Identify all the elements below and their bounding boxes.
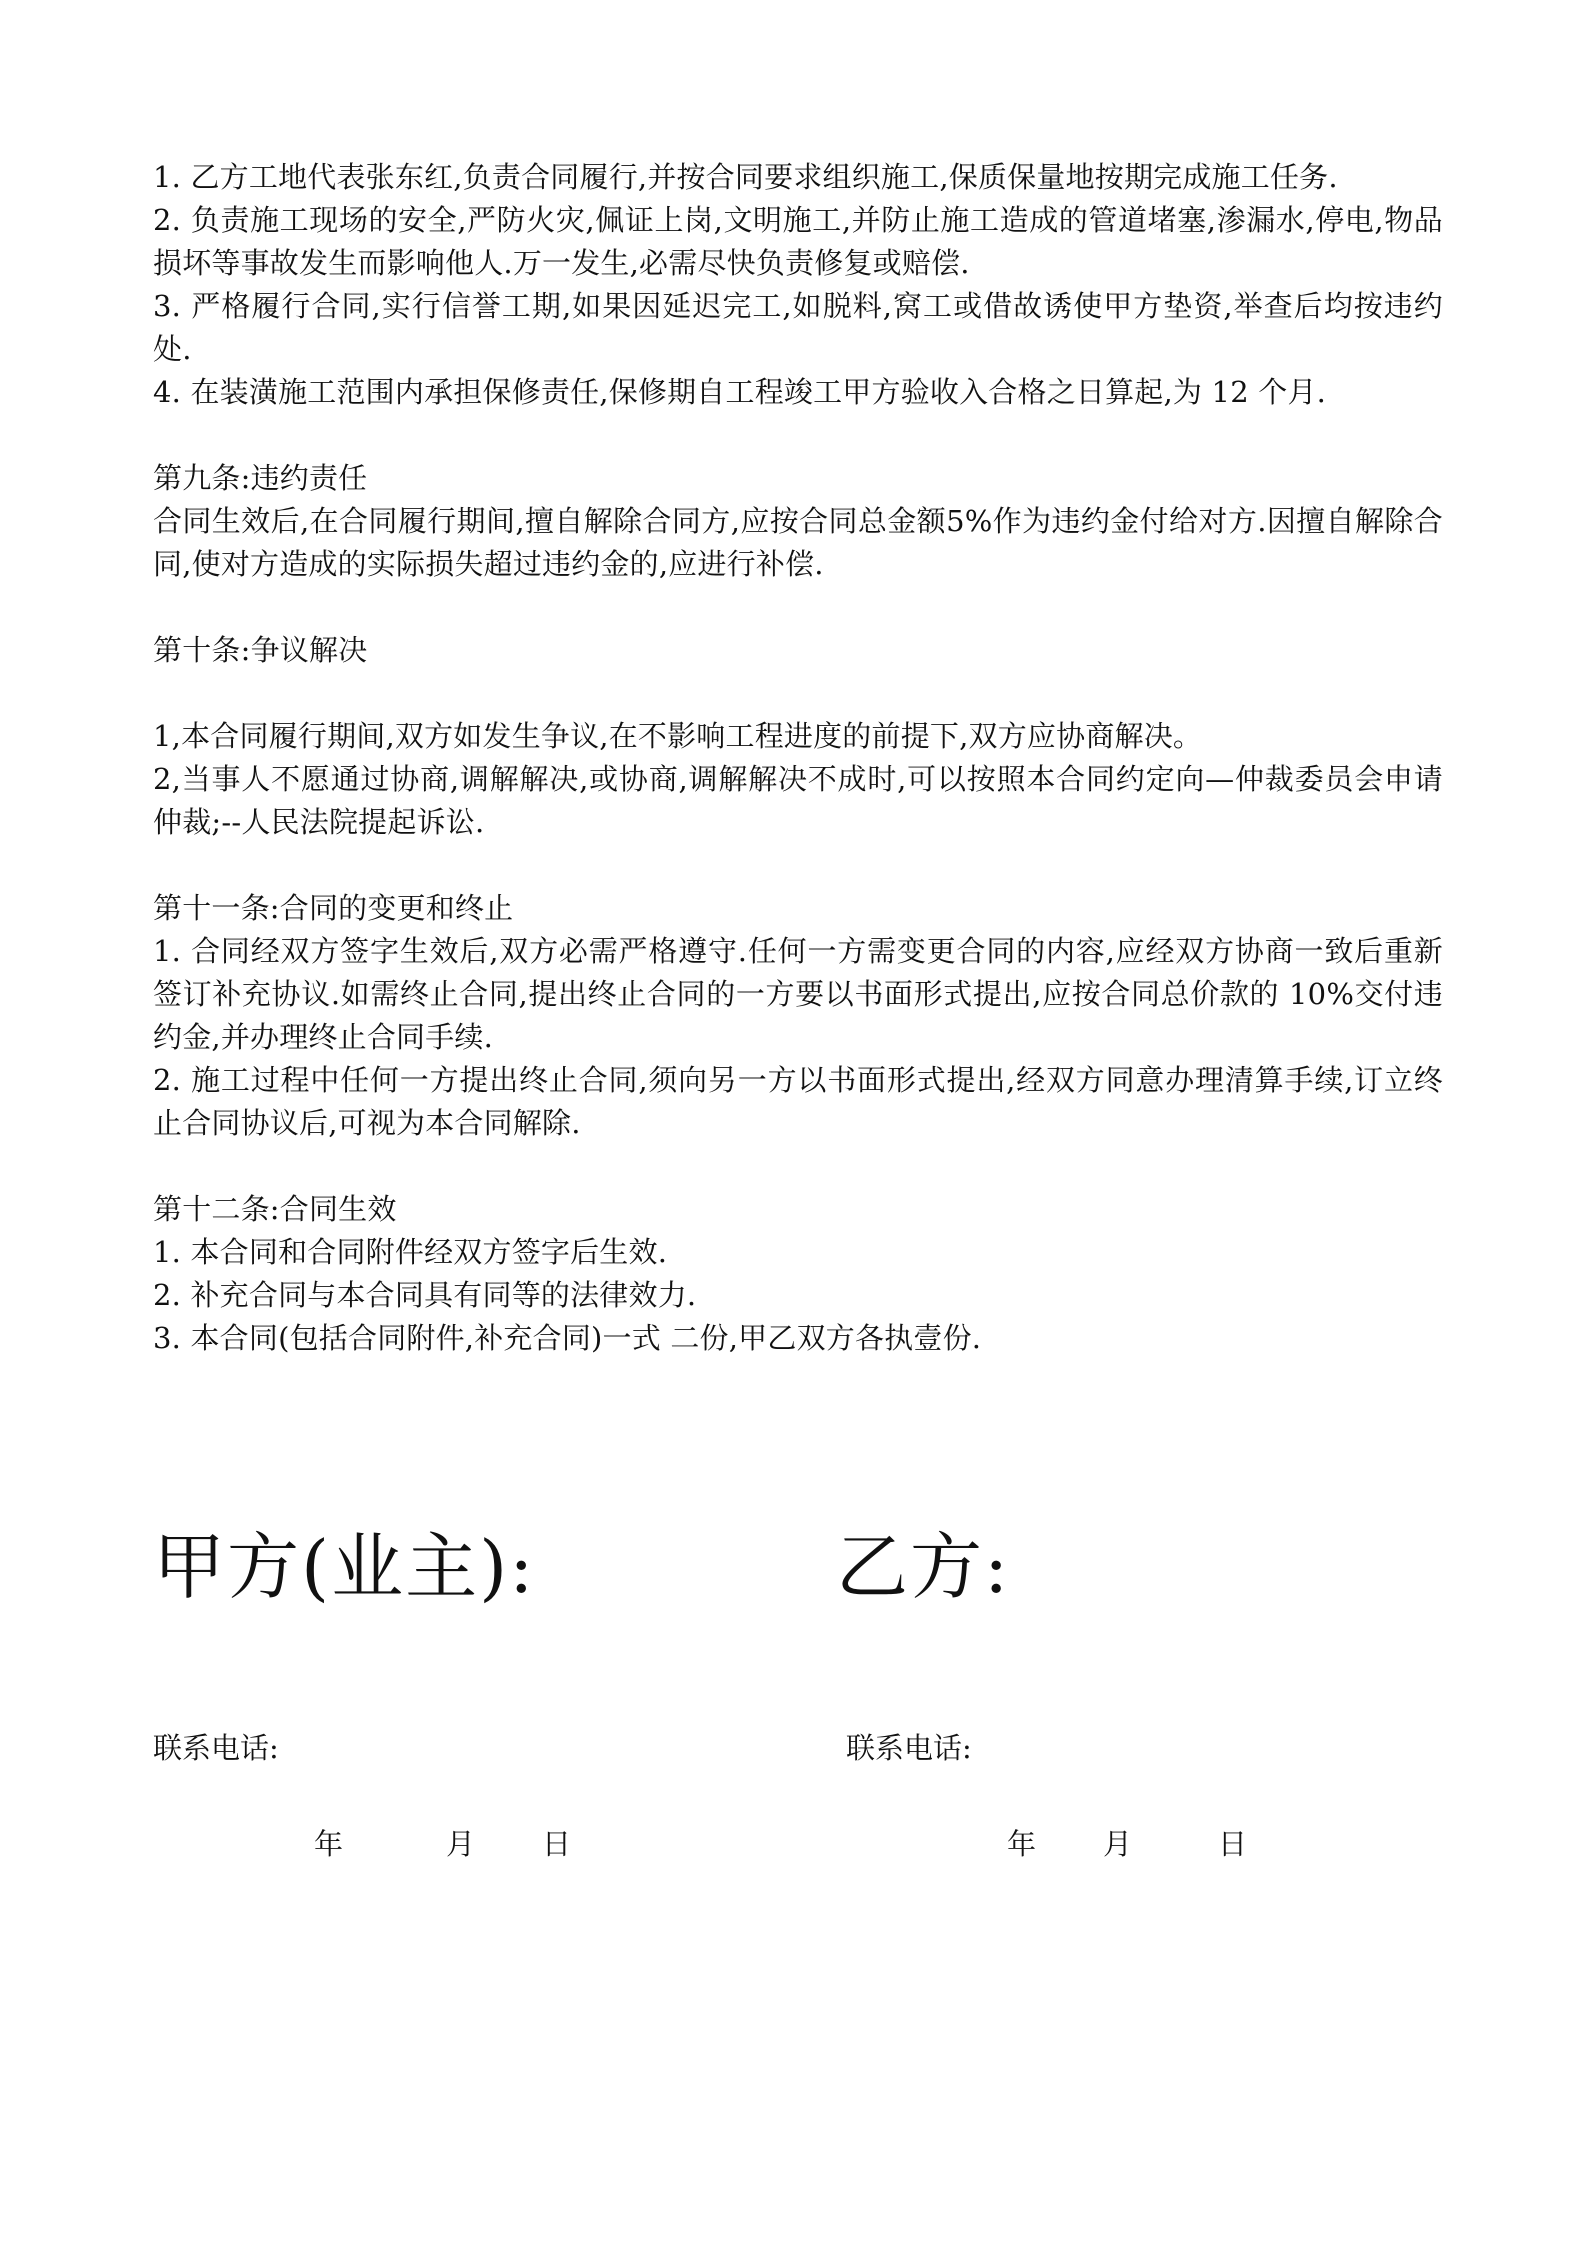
contractor-duties xyxy=(153,156,1443,414)
article-9 xyxy=(153,457,1443,586)
date-day: 日 xyxy=(1218,1827,1248,1861)
clause-item: 2. 负责施工现场的安全,严防火灾,佩证上岗,文明施工,并防止施工造成的管道堵塞,渗漏水,停电,物品损坏等事故发生而影响他人.万一发生,必需尽快负责修复或赔偿. xyxy=(153,203,1443,280)
party-a-label: 甲方(业主): xyxy=(153,1525,536,1609)
clause-item: 2. 施工过程中任何一方提出终止合同,须向另一方以书面形式提出,经双方同意办理清算手续,订立终止合同协议后,可视为本合同解除. xyxy=(153,1063,1443,1140)
article-heading: 第九条:违约责任 xyxy=(153,461,368,495)
article-heading: 第十条:争议解决 xyxy=(153,633,368,667)
party-b-phone-label: 联系电话: xyxy=(846,1731,972,1765)
date-month: 月 xyxy=(446,1827,476,1861)
clause-item: 1,本合同履行期间,双方如发生争议,在不影响工程进度的前提下,双方应协商解决。 xyxy=(153,719,1203,753)
date-day: 日 xyxy=(542,1827,572,1861)
clause-item: 3. 本合同(包括合同附件,补充合同)一式 二份,甲乙双方各执壹份. xyxy=(153,1321,982,1355)
blank-line xyxy=(153,672,1443,715)
article-text: 合同生效后,在合同履行期间,擅自解除合同方,应按合同总金额5%作为违约金付给对方.因擅自解除合同,使对方造成的实际损失超过违约金的,应进行补偿. xyxy=(153,504,1443,581)
article-10 xyxy=(153,629,1443,844)
clause-item: 2. 补充合同与本合同具有同等的法律效力. xyxy=(153,1278,697,1312)
article-11 xyxy=(153,887,1443,1145)
clause-item: 3. 严格履行合同,实行信誉工期,如果因延迟完工,如脱料,窝工或借故诱使甲方垫资,举查后均按违约处. xyxy=(153,289,1443,366)
article-heading: 第十一条:合同的变更和终止 xyxy=(153,891,514,925)
date-month: 月 xyxy=(1103,1827,1133,1861)
clause-item: 1. 乙方工地代表张东红,负责合同履行,并按合同要求组织施工,保质保量地按期完成施工任务. xyxy=(153,160,1338,194)
contract-body xyxy=(153,156,1443,1403)
party-b-label: 乙方: xyxy=(836,1525,1011,1609)
date-year: 年 xyxy=(1007,1827,1037,1861)
party-a-phone-label: 联系电话: xyxy=(153,1731,279,1765)
clause-item: 1. 本合同和合同附件经双方签字后生效. xyxy=(153,1235,668,1269)
article-12 xyxy=(153,1188,1443,1360)
date-year: 年 xyxy=(314,1827,344,1861)
clause-item: 1. 合同经双方签字生效后,双方必需严格遵守.任何一方需变更合同的内容,应经双方协商一致后重新签订补充协议.如需终止合同,提出终止合同的一方要以书面形式提出,应按合同总价款的 10%交付违约金,并办理终止合同手续. xyxy=(153,934,1443,1054)
clause-item: 4. 在装潢施工范围内承担保修责任,保修期自工程竣工甲方验收入合格之日算起,为 12 个月. xyxy=(153,375,1327,409)
clause-item: 2,当事人不愿通过协商,调解解决,或协商,调解解决不成时,可以按照本合同约定向—仲裁委员会申请仲裁;--人民法院提起诉讼. xyxy=(153,762,1443,839)
article-heading: 第十二条:合同生效 xyxy=(153,1192,397,1226)
